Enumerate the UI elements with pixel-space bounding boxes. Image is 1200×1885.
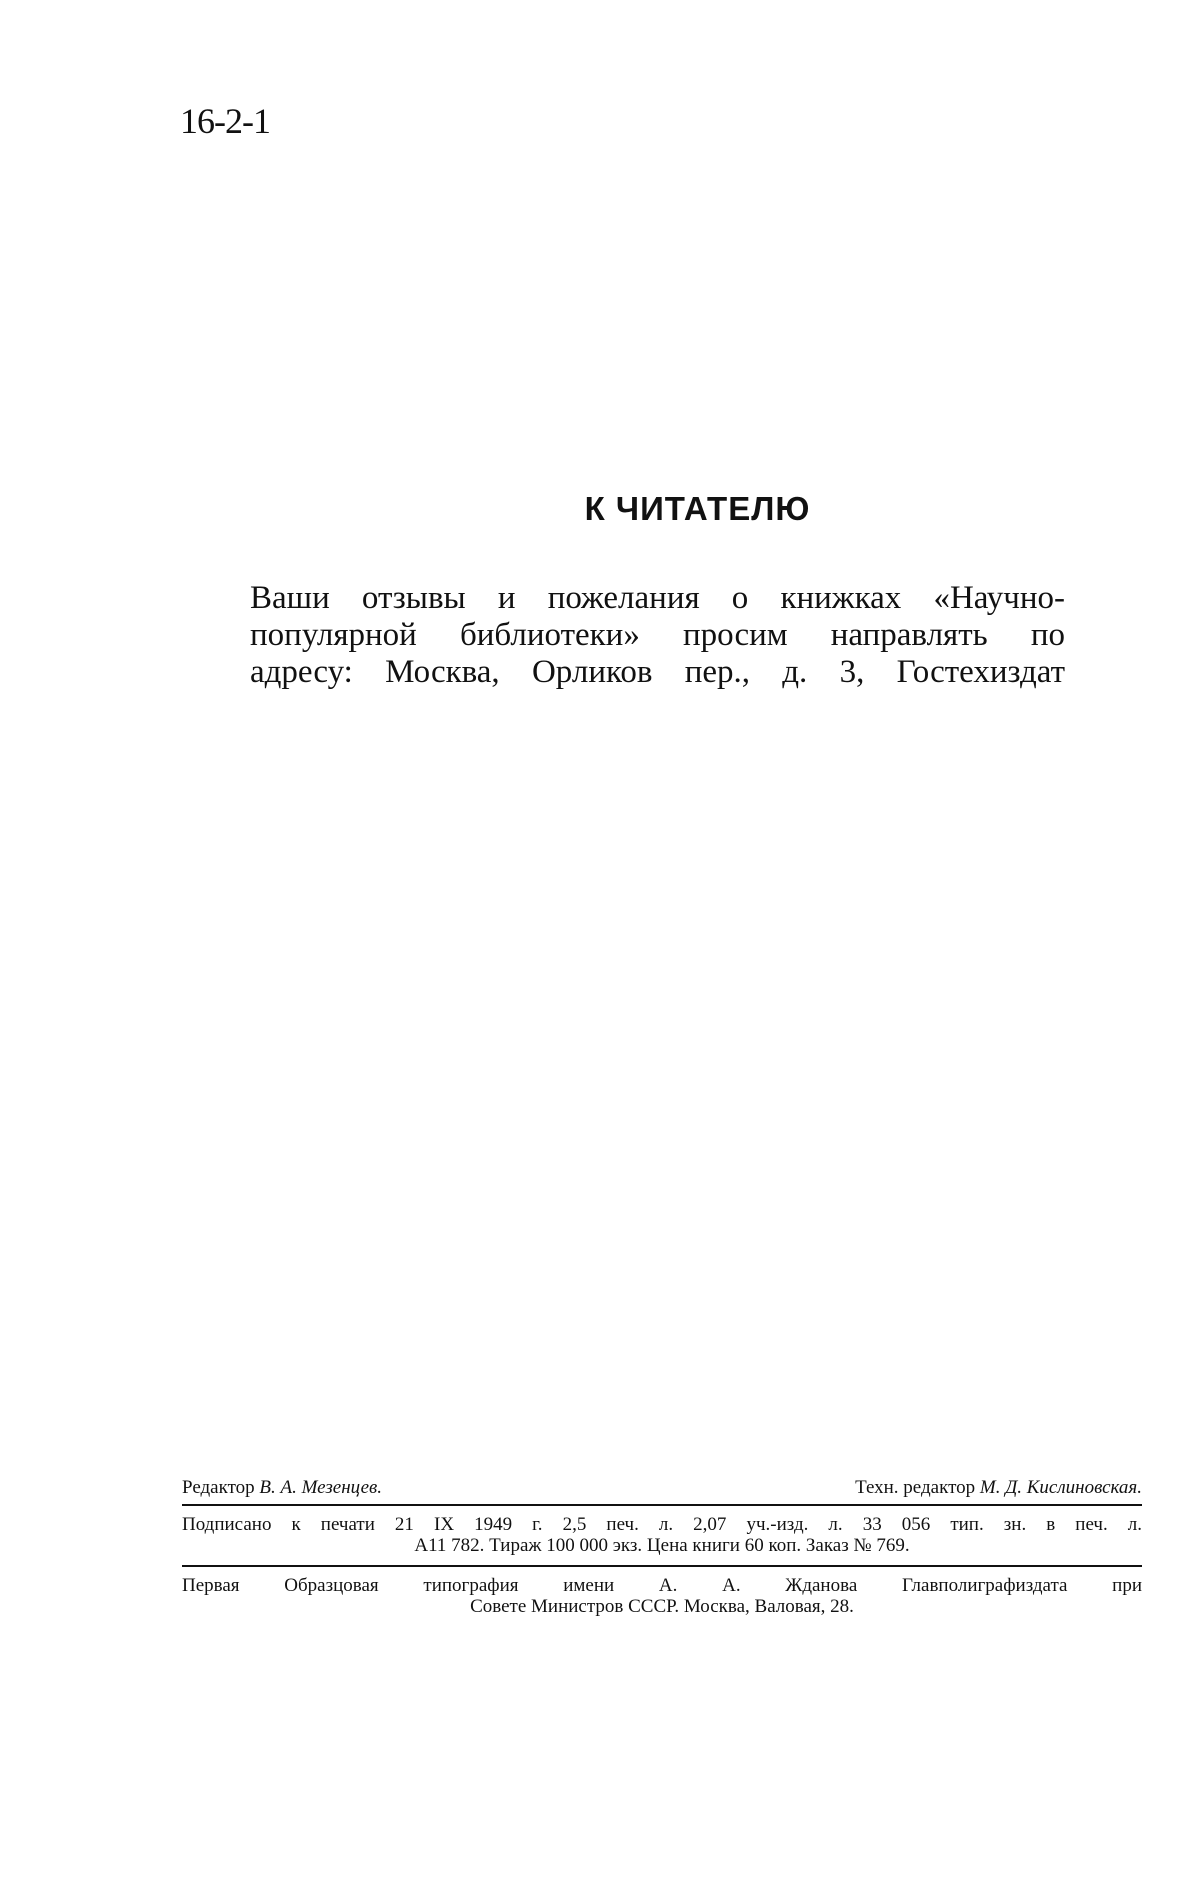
printer-details [182,1567,1142,1617]
colophon [182,1477,1142,1617]
imprint-line: Подписано к печати 21 IX 1949 г. 2,5 печ. л. 2,07 уч.-изд. л. 33 056 тип. зн. в печ. л. [182,1514,1142,1535]
tech-editor-label: Техн. редактор [855,1477,976,1498]
notice-body-line: Ваши отзывы и пожелания о книжках «Научно- [250,580,1065,616]
printer-line: Первая Образцовая типография имени А. А. Жданова Главполиграфиздата при [182,1575,1142,1596]
reader-notice [250,490,1065,691]
editor-label: Редактор [182,1477,255,1498]
tech-editor-credit [855,1477,1142,1498]
editor-name: В. А. Мезенцев. [259,1477,383,1498]
credits-line [182,1477,1142,1506]
imprint-line: А11 782. Тираж 100 000 экз. Цена книги 60 коп. Заказ № 769. [414,1535,910,1556]
tech-editor-name: М. Д. Кислиновская. [979,1477,1142,1498]
printer-line: Совете Министров СССР. Москва, Валовая, 28. [470,1596,854,1617]
notice-body-line: адресу: Москва, Орликов пер., д. 3, Гостехиздат [250,654,1065,690]
editor-credit [182,1477,382,1498]
page-code: 16-2-1 [180,101,270,141]
notice-body [250,580,1065,691]
imprint-details [182,1506,1142,1567]
notice-body-line: популярной библиотеки» просим направлять по [250,617,1065,653]
notice-title: К ЧИТАТЕЛЮ [584,490,811,527]
